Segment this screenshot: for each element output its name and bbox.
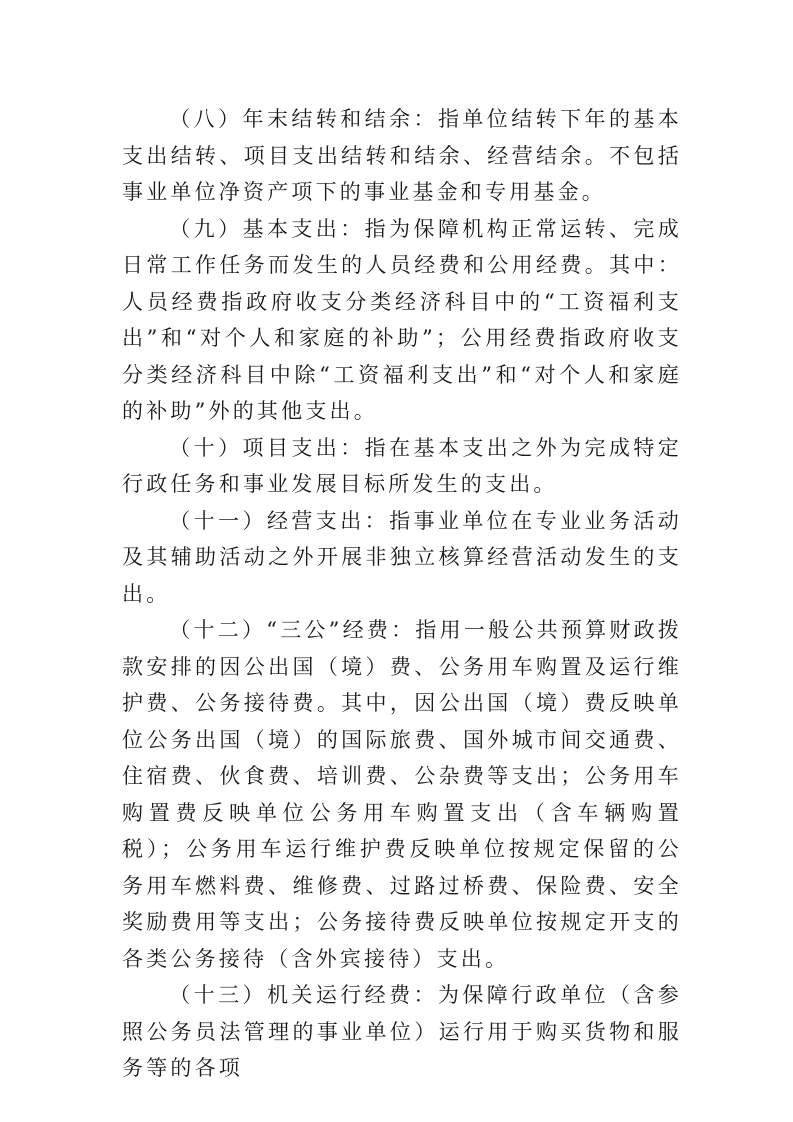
paragraph-item-13 — [122, 977, 682, 1087]
paragraph-item-11 — [122, 503, 682, 613]
paragraph-heading: （十）项目支出： — [169, 435, 365, 460]
paragraph-text: 指为保障机构正常运转、完成日常工作任务而发生的人员经费和公用经费。其中：人员经费指政府收支分类经济科目中的“工资福利支出”和“对个人和家庭的补助”；公用经费指政府收支分类经济科目中除“工资福利支出”和“对个人和家庭的补助”外的其他支出。 — [122, 216, 682, 423]
paragraph-item-12 — [122, 612, 682, 977]
document-body — [122, 101, 682, 1087]
paragraph-item-8 — [122, 101, 682, 211]
paragraph-heading: （十二）“三公”经费： — [169, 618, 416, 642]
paragraph-text: 指用一般公共预算财政拨款安排的因公出国（境）费、公务用车购置及运行维护费、公务接待费。其中，因公出国（境）费反映单位公务出国（境）的国际旅费、国外城市间交通费、住宿费、伙食费、培训费、公杂费等支出；公务用车购置费反映单位公务用车购置支出（含车辆购置税）；公务用车运行维护费反映单位按规定保留的公务用车燃料费、维修费、过路过桥费、保险费、安全奖励费用等支出；公务接待费反映单位按规定开支的各类公务接待（含外宾接待）支出。 — [122, 618, 683, 971]
paragraph-heading: （十一）经营支出： — [169, 508, 390, 533]
paragraph-heading: （九）基本支出： — [169, 216, 365, 241]
paragraph-text: 为保障行政单位（含参照公务员法管理的事业单位）运行用于购买货物和服务等的各项 — [122, 983, 682, 1080]
paragraph-item-10 — [122, 430, 682, 503]
paragraph-heading: （八）年末结转和结余： — [169, 107, 438, 131]
paragraph-text: 指事业单位在专业业务活动及其辅助活动之外开展非独立核算经营活动发生的支出。 — [122, 508, 682, 606]
paragraph-text: 指在基本支出之外为完成特定行政任务和事业发展目标所发生的支出。 — [122, 435, 682, 496]
paragraph-text: 指单位结转下年的基本支出结转、项目支出结转和结余、经营结余。不包括事业单位净资产项下的事业基金和专用基金。 — [122, 107, 682, 204]
paragraph-heading: （十三）机关运行经费： — [169, 983, 438, 1007]
paragraph-item-9 — [122, 211, 682, 430]
